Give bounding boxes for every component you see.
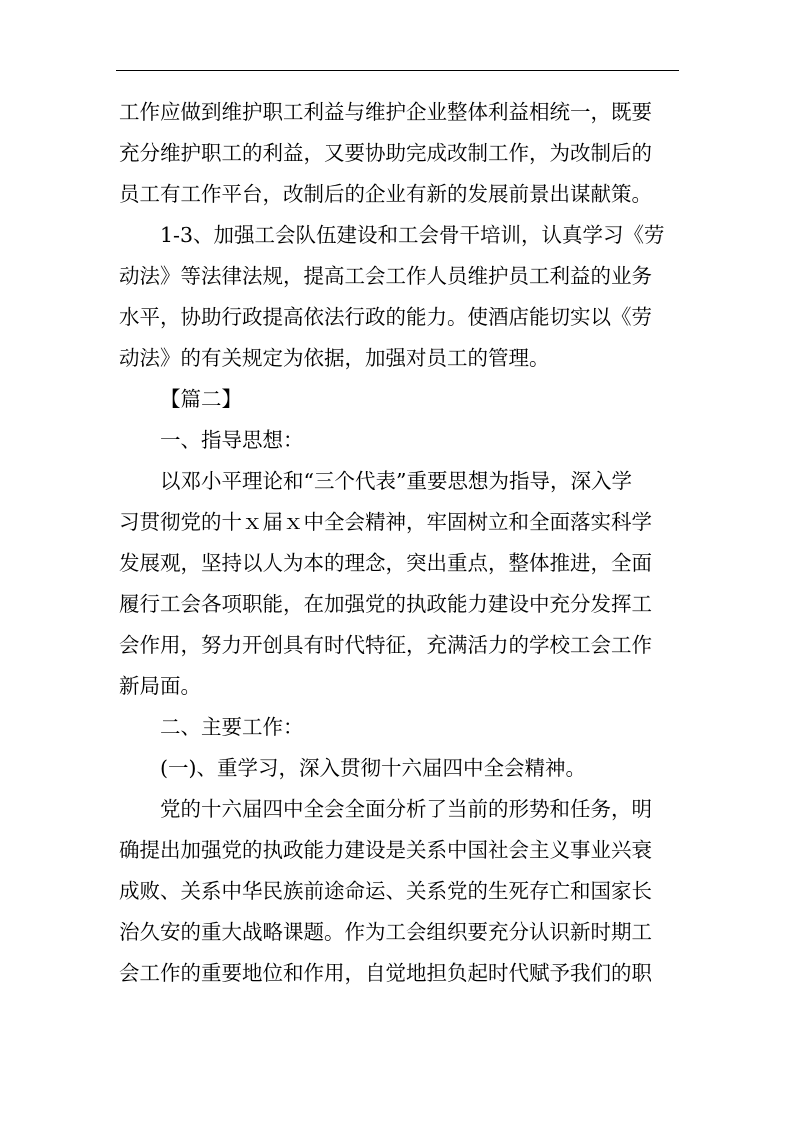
text-line-12: 发展观，坚持以人为本的理念，突出重点，整体推进，全面 bbox=[119, 551, 652, 575]
text-line-4: 1-3、加强工会队伍建设和工会骨干培训，认真学习《劳 bbox=[160, 223, 665, 247]
text-line-18: 党的十六届四中全会全面分析了当前的形势和任务，明 bbox=[160, 797, 652, 821]
text-line-5: 动法》等法律法规，提高工会工作人员维护员工利益的业务 bbox=[119, 264, 652, 288]
heading-guiding-ideology: 一、指导思想： bbox=[160, 428, 304, 452]
text-line-3: 员工有工作平台，改制后的企业有新的发展前景出谋献策。 bbox=[119, 182, 652, 206]
header-rule bbox=[116, 70, 679, 71]
text-line-2: 充分维护职工的利益，又要协助完成改制工作，为改制后的 bbox=[119, 141, 652, 165]
heading-main-work: 二、主要工作： bbox=[160, 715, 304, 739]
text-line-21: 治久安的重大战略课题。作为工会组织要充分认识新时期工 bbox=[119, 920, 652, 944]
text-line-15: 新局面。 bbox=[119, 674, 201, 698]
subheading-study: (一)、重学习，深入贯彻十六届四中全会精神。 bbox=[160, 756, 586, 780]
text-line-10: 以邓小平理论和“三个代表”重要思想为指导，深入学 bbox=[160, 469, 632, 493]
section-heading-part-two: 【篇二】 bbox=[160, 387, 242, 411]
document-body bbox=[119, 92, 675, 994]
text-line-20: 成败、关系中华民族前途命运、关系党的生死存亡和国家长 bbox=[119, 879, 652, 903]
text-line-7: 动法》的有关规定为依据，加强对员工的管理。 bbox=[119, 346, 550, 370]
text-line-14: 会作用，努力开创具有时代特征，充满活力的学校工会工作 bbox=[119, 633, 652, 657]
text-line-1: 工作应做到维护职工利益与维护企业整体利益相统一，既要 bbox=[119, 100, 652, 124]
text-line-19: 确提出加强党的执政能力建设是关系中国社会主义事业兴衰 bbox=[119, 838, 652, 862]
text-line-22: 会工作的重要地位和作用，自觉地担负起时代赋予我们的职 bbox=[119, 961, 652, 985]
text-line-6: 水平，协助行政提高依法行政的能力。使酒店能切实以《劳 bbox=[119, 305, 652, 329]
text-line-13: 履行工会各项职能，在加强党的执政能力建设中充分发挥工 bbox=[119, 592, 652, 616]
text-line-11: 习贯彻党的十ｘ届ｘ中全会精神，牢固树立和全面落实科学 bbox=[119, 510, 652, 534]
